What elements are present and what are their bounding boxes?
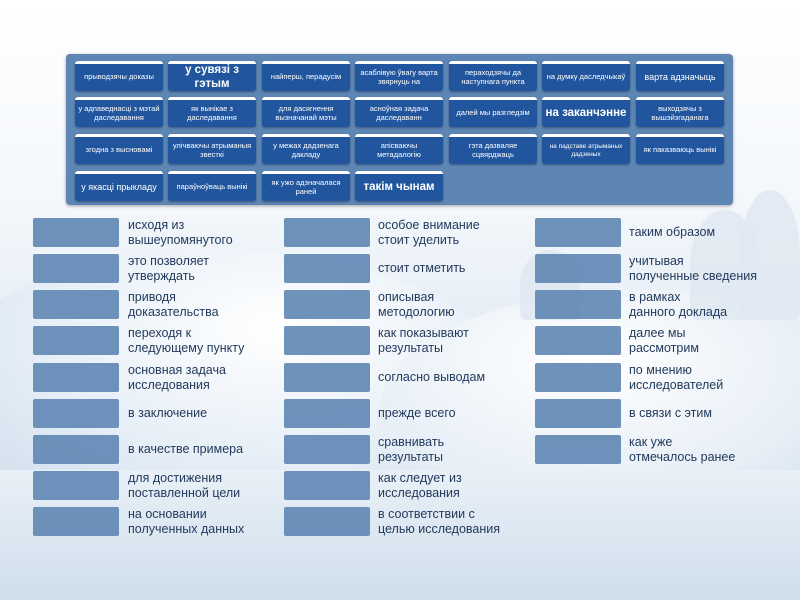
drop-slot[interactable] xyxy=(535,290,621,319)
target-label: согласно выводам xyxy=(378,370,486,384)
target-label: переходя к следующему пункту xyxy=(128,326,245,355)
drop-slot[interactable] xyxy=(284,399,370,428)
target-label: основная задача исследования xyxy=(128,363,226,392)
drag-tile[interactable]: на заканчэнне xyxy=(542,97,630,127)
drag-tile[interactable]: параўноўваць вынікі xyxy=(168,171,256,201)
target-label: как следует из исследования xyxy=(378,471,462,500)
drop-slot[interactable] xyxy=(284,218,370,247)
target-label: в заключение xyxy=(128,406,208,420)
drag-tile[interactable]: выходзячы з вышэйзгаданага xyxy=(636,97,724,127)
target-label: в соответствии с целью исследования xyxy=(378,507,501,536)
drop-slot[interactable] xyxy=(284,326,370,355)
drop-slot[interactable] xyxy=(33,290,119,319)
target-label: сравнивать результаты xyxy=(378,435,445,464)
drop-slot[interactable] xyxy=(535,254,621,283)
drag-tile[interactable]: такім чынам xyxy=(355,171,443,201)
drag-tile[interactable]: асноўная задача даследаванн xyxy=(355,97,443,127)
drop-slot[interactable] xyxy=(284,254,370,283)
target-label: прежде всего xyxy=(378,406,456,420)
target-label: стоит отметить xyxy=(378,261,466,275)
target-label: как показывают результаты xyxy=(378,326,469,355)
drag-tile[interactable]: у межах дадзенага дакладу xyxy=(262,134,350,164)
drag-tile[interactable]: для дасягнення вызначанай мэты xyxy=(262,97,350,127)
drag-tile[interactable]: згодна з высновамі xyxy=(75,134,163,164)
drop-slot[interactable] xyxy=(284,507,370,536)
drag-tile[interactable]: як вынікае з даследавання xyxy=(168,97,256,127)
drop-slot[interactable] xyxy=(535,363,621,392)
drag-tile[interactable]: у сувязі з гэтым xyxy=(168,61,256,91)
drag-tile[interactable]: варта адзначыць xyxy=(636,61,724,91)
drag-tile[interactable]: прыводзячы доказы xyxy=(75,61,163,91)
drag-tile[interactable]: на падставе атрыманых дадзеных xyxy=(542,134,630,164)
drag-tile[interactable]: у адпаведнасці з мэтай даследавання xyxy=(75,97,163,127)
drop-slot[interactable] xyxy=(535,435,621,464)
target-label: как уже отмечалось ранее xyxy=(629,435,736,464)
target-label: таким образом xyxy=(629,225,716,239)
drop-slot[interactable] xyxy=(33,326,119,355)
drag-tile[interactable]: далей мы разгледзім xyxy=(449,97,537,127)
drag-tile[interactable]: гэта дазваляе сцвярджаць xyxy=(449,134,537,164)
drop-slot[interactable] xyxy=(284,471,370,500)
drop-slot[interactable] xyxy=(33,218,119,247)
drop-slot[interactable] xyxy=(284,363,370,392)
drop-slot[interactable] xyxy=(33,254,119,283)
drop-slot[interactable] xyxy=(535,326,621,355)
drag-tile[interactable]: пераходзячы да наступнага пункта xyxy=(449,61,537,91)
target-label: в качестве примера xyxy=(128,442,244,456)
drag-tile[interactable]: апісваючы метадалогію xyxy=(355,134,443,164)
target-label: приводя доказательства xyxy=(128,290,219,319)
drag-tile[interactable]: як ужо адзначалася раней xyxy=(262,171,350,201)
drag-tile[interactable]: у якасці прыкладу xyxy=(75,171,163,201)
drop-slot[interactable] xyxy=(535,218,621,247)
drop-slot[interactable] xyxy=(33,435,119,464)
drop-slot[interactable] xyxy=(33,363,119,392)
target-label: в рамках данного доклада xyxy=(629,290,728,319)
target-label: учитывая полученные сведения xyxy=(629,254,757,283)
target-label: на основании полученных данных xyxy=(128,507,245,536)
drop-slot[interactable] xyxy=(284,290,370,319)
target-label: в связи с этим xyxy=(629,406,712,420)
drag-tile[interactable]: найперш, перадусім xyxy=(262,61,350,91)
target-label: исходя из вышеупомянутого xyxy=(128,218,233,247)
target-label: описывая методологию xyxy=(378,290,455,319)
drop-slot[interactable] xyxy=(535,399,621,428)
drag-tile[interactable]: як паказваюць вынікі xyxy=(636,134,724,164)
drop-slot[interactable] xyxy=(33,399,119,428)
drop-slot[interactable] xyxy=(33,507,119,536)
drop-slot[interactable] xyxy=(33,471,119,500)
drag-tile[interactable]: улічваючы атрыманыя звесткі xyxy=(168,134,256,164)
target-label: по мнению исследователей xyxy=(629,363,724,392)
drop-slot[interactable] xyxy=(284,435,370,464)
drag-tile[interactable]: на думку даследчыкаў xyxy=(542,61,630,91)
target-label: это позволяет утверждать xyxy=(128,254,209,283)
target-label: для достижения поставленной цели xyxy=(128,471,241,500)
drag-tile[interactable]: асаблівую ўвагу варта звярнуць на xyxy=(355,61,443,91)
target-label: особое внимание стоит уделить xyxy=(378,218,480,247)
target-label: далее мы рассмотрим xyxy=(629,326,699,355)
